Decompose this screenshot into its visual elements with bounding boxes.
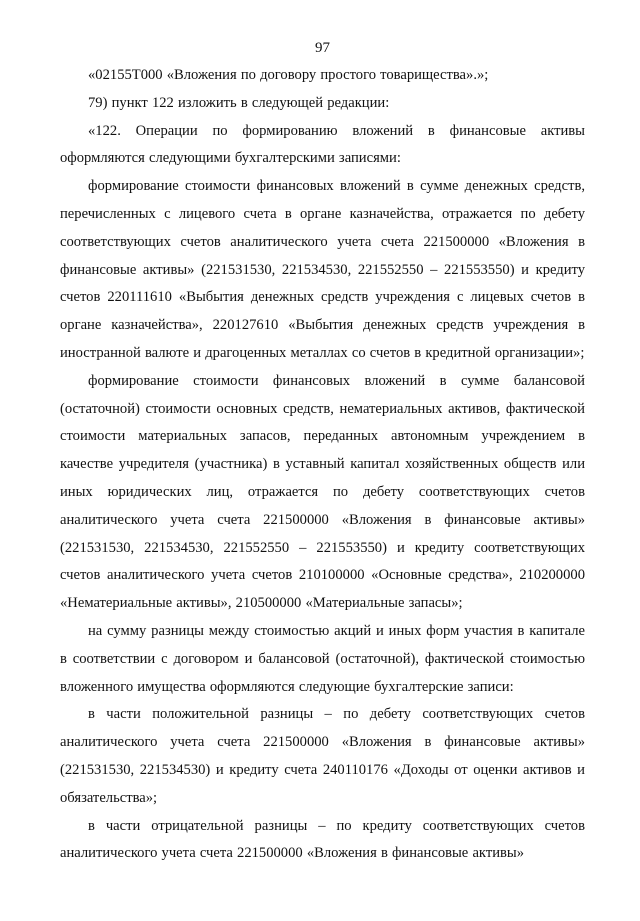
paragraph-item-79: 79) пункт 122 изложить в следующей редакции: <box>88 94 390 111</box>
page-number: 97 <box>315 40 330 56</box>
paragraph-cash-investments: формирование стоимости финансовых вложений в сумме денежных средств, перечисленных с лицевого счета в органе казначейства, отражается по дебету соответствующих счетов аналитического учета счета 221500000 «Вложения в финансовые активы» (221531530, 221534530, 221552550 – 221553550) и кредиту счетов 220111610 «Выбытия денежных средств учреждения с лицевых счетов в органе казначейства», 220127610 «Выбытия денежных средств учреждения в иностранной валюте и драгоценных металлах со счетов в кредитной организации»; <box>60 178 585 361</box>
paragraph-item-122-intro: «122. Операции по формированию вложений в финансовые активы оформляются следующими бухгалтерскими записями: <box>60 122 585 167</box>
paragraph-positive-difference: в части положительной разницы – по дебету соответствующих счетов аналитического учета счета 221500000 «Вложения в финансовые активы» (221531530, 221534530) и кредиту счета 240110176 «Доходы от оценки активов и обязательства»; <box>60 706 585 806</box>
paragraph-code-line: «02155Т000 «Вложения по договору простого товарищества».»; <box>88 67 489 83</box>
paragraph-difference-intro: на сумму разницы между стоимостью акций и иных форм участия в капитале в соответствии с договором и балансовой (остаточной), фактической стоимостью вложенного имущества оформляются следующие бухгалтерские записи: <box>60 622 585 695</box>
paragraph-asset-investments: формирование стоимости финансовых вложений в сумме балансовой (остаточной) стоимости основных средств, нематериальных активов, фактической стоимости материальных запасов, переданных автономным учреждением в качестве учредителя (участника) в уставный капитал хозяйственных обществ или иных юридических лиц, отражается по дебету соответствующих счетов аналитического учета счета 221500000 «Вложения в финансовые активы» (221531530, 221534530, 221552550 – 221553550) и кредиту соответствующих счетов аналитического учета счетов 210100000 «Основные средства», 210200000 «Нематериальные активы», 210500000 «Материальные запасы»; <box>60 372 585 612</box>
paragraph-negative-difference: в части отрицательной разницы – по кредиту соответствующих счетов аналитического учета счета 221500000 «Вложения в финансовые активы» <box>60 817 585 862</box>
